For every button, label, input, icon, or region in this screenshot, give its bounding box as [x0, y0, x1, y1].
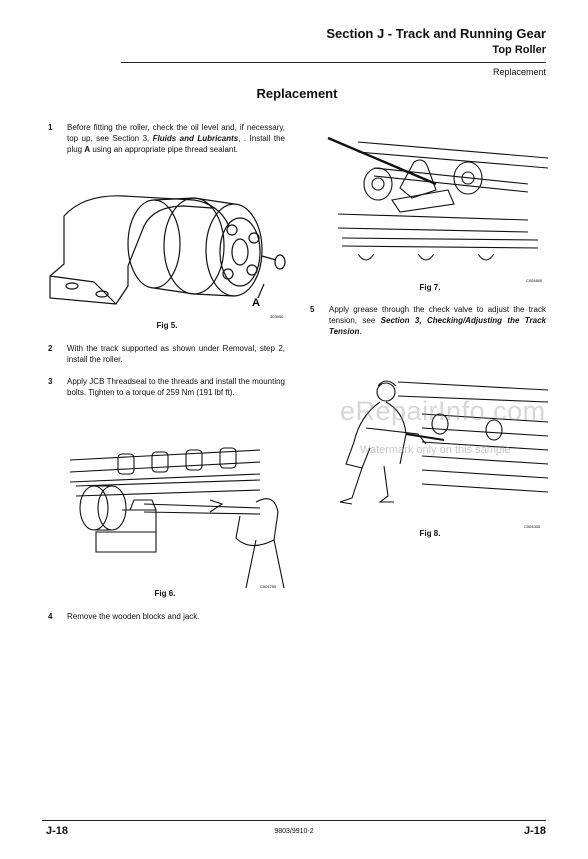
header-rule	[121, 62, 546, 63]
step-text: Apply grease through the check valve to adjust the track tension, see	[329, 305, 546, 325]
step-text: .	[359, 327, 362, 336]
step-text: using an appropriate pipe thread sealant.	[90, 145, 238, 154]
figure-6-caption: Fig 6.	[154, 589, 176, 598]
figure-5-top-roller-illustration	[44, 186, 290, 321]
step-number: 4	[48, 612, 53, 621]
figure-6-code: C004790	[260, 584, 277, 589]
watermark-site: eRepairInfo.com	[340, 396, 546, 426]
figure-5-label-a: A	[252, 297, 260, 309]
figure-5-code: 303950	[270, 314, 284, 319]
figure-8-code: C004330	[524, 524, 541, 529]
figure-5-caption: Fig 5.	[156, 321, 178, 330]
section-title: Section J - Track and Running Gear	[326, 26, 546, 41]
step-2	[48, 343, 285, 365]
step-plug-label: A	[84, 145, 91, 154]
step-text: , . Install the plug	[67, 134, 285, 154]
step-text: With the track supported as shown under Removal, step 2, install the roller.	[67, 344, 285, 364]
step-number: 5	[310, 305, 315, 314]
footer-page-right: J-18	[523, 825, 546, 837]
step-text: Before fitting the roller, check the oil level and, if necessary, top up, see Section 3,	[67, 123, 285, 143]
header-section-label: Replacement	[492, 67, 546, 77]
figure-6-torque-wrench-illustration	[60, 420, 286, 590]
figure-7-track-illustration	[318, 128, 548, 286]
figure-7-code: C004800	[526, 278, 543, 283]
step-1	[48, 122, 285, 155]
step-number: 3	[48, 377, 53, 386]
step-3	[48, 376, 285, 398]
footer-doc-number: 9803/9910-2	[274, 828, 314, 835]
footer-rule	[42, 820, 546, 821]
figure-7-caption: Fig 7.	[419, 283, 441, 292]
watermark-note: Watermark only on this sample	[360, 444, 511, 456]
footer-page-left: J-18	[46, 825, 69, 837]
step-text: Remove the wooden blocks and jack.	[67, 612, 200, 621]
page-heading: Replacement	[256, 86, 338, 101]
step-reference: Section 3, Checking/Adjusting the Track Tension	[329, 316, 546, 336]
figure-8-caption: Fig 8.	[419, 529, 441, 538]
step-number: 2	[48, 344, 53, 353]
step-text: Apply JCB Threadseal to the threads and install the mounting bolts. Tighten to a torque of 259 Nm (191 lbf ft).	[67, 377, 285, 397]
step-number: 1	[48, 123, 53, 132]
section-subtitle: Top Roller	[492, 44, 546, 56]
step-5	[310, 304, 546, 337]
step-4	[48, 611, 285, 622]
step-reference: Fluids and Lubricants	[152, 134, 239, 143]
